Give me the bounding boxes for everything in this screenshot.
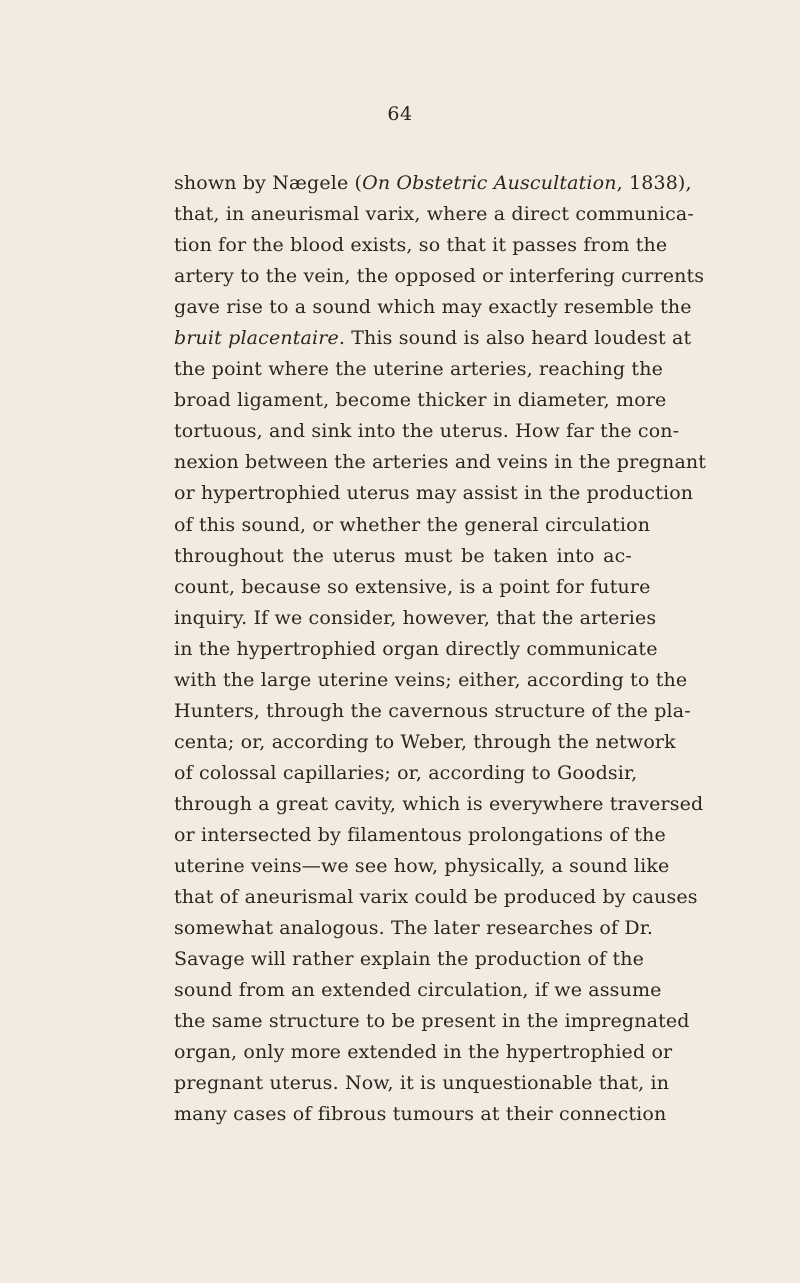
italic-term: bruit placentaire bbox=[174, 327, 339, 350]
text-line: centa; or, according to Weber, through the network bbox=[174, 730, 676, 753]
text-line: inquiry. If we consider, however, that the arteries bbox=[174, 606, 657, 629]
body-text bbox=[174, 168, 707, 1130]
text-line: organ, only more extended in the hypertrophied or bbox=[174, 1041, 673, 1064]
text-line: of colossal capillaries; or, according to Goodsir, bbox=[174, 761, 638, 784]
text-line: or intersected by filamentous prolongations of the bbox=[174, 823, 666, 846]
text-line: throughout the uterus must be taken into ac- bbox=[174, 544, 632, 567]
text-line: the same structure to be present in the impregnated bbox=[174, 1010, 690, 1033]
page-number: 64 bbox=[387, 103, 413, 125]
text-line: bruit placentaire. This sound is also heard loudest at bbox=[174, 327, 692, 350]
text-line: through a great cavity, which is everywhere traversed bbox=[174, 792, 704, 815]
text-line: shown by Nægele (On Obstetric Auscultation, 1838), bbox=[174, 172, 692, 194]
text-line: Savage will rather explain the production of the bbox=[174, 948, 645, 971]
text-line: somewhat analogous. The later researches of Dr. bbox=[174, 917, 654, 940]
text-line: nexion between the arteries and veins in the pregnant bbox=[174, 451, 707, 474]
text-line: tortuous, and sink into the uterus. How far the con- bbox=[174, 420, 680, 443]
text-line: count, because so extensive, is a point for future bbox=[174, 575, 651, 598]
text-line: in the hypertrophied organ directly communicate bbox=[174, 637, 658, 660]
text-line: that, in aneurismal varix, where a direct communica- bbox=[174, 203, 694, 226]
text-line: sound from an extended circulation, if we assume bbox=[174, 979, 662, 1002]
text-line: uterine veins—we see how, physically, a sound like bbox=[174, 855, 670, 878]
text-line: artery to the vein, the opposed or interfering currents bbox=[174, 265, 705, 288]
text-line: Hunters, through the cavernous structure of the pla- bbox=[174, 699, 691, 722]
text-line: that of aneurismal varix could be produced by causes bbox=[174, 886, 698, 909]
text-line: with the large uterine veins; either, according to the bbox=[174, 668, 688, 691]
text-line: many cases of fibrous tumours at their connection bbox=[174, 1103, 667, 1126]
text-line: pregnant uterus. Now, it is unquestionable that, in bbox=[174, 1072, 670, 1095]
text-line: of this sound, or whether the general circulation bbox=[174, 513, 651, 536]
book-title: On Obstetric Auscultation bbox=[362, 172, 617, 194]
text-line: gave rise to a sound which may exactly resemble the bbox=[174, 296, 692, 319]
text-line: or hypertrophied uterus may assist in the production bbox=[174, 482, 694, 505]
text-line: broad ligament, become thicker in diameter, more bbox=[174, 389, 667, 412]
text-line: tion for the blood exists, so that it passes from the bbox=[174, 234, 668, 257]
text-line: the point where the uterine arteries, reaching the bbox=[174, 358, 663, 381]
